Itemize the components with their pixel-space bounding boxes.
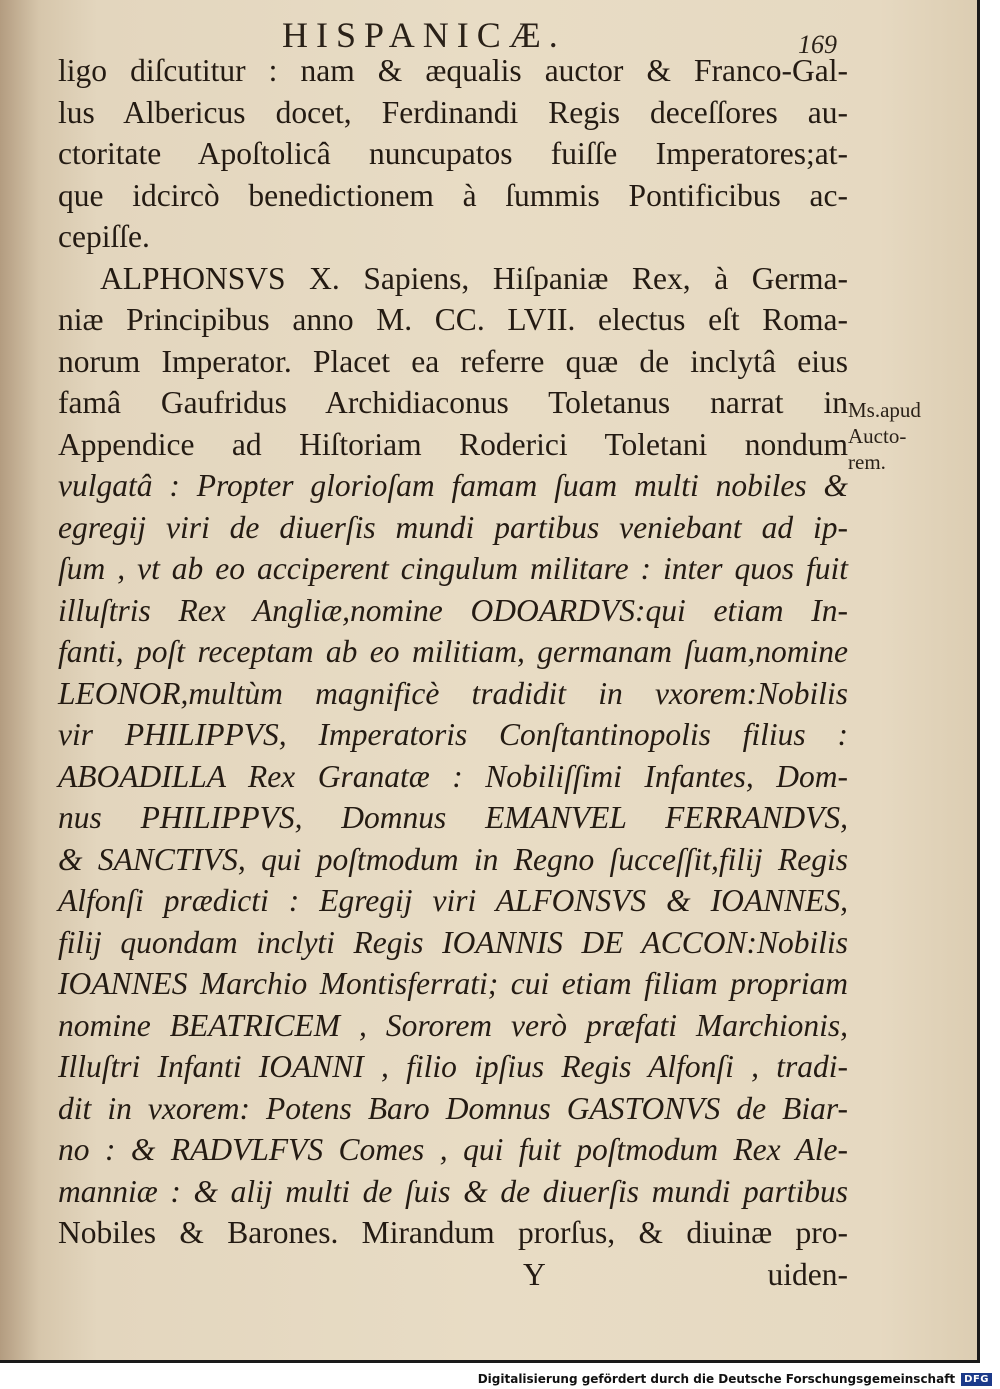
text-line: Appendice ad Hiſtoriam Roderici Toletani nondum bbox=[58, 426, 848, 462]
text-line: filij quondam inclyti Regis IOANNIS DE ACCON:Nobilis bbox=[58, 924, 848, 960]
text-line: Illuſtri Infanti IOANNI , filio ipſius Regis Alfonſi , tradi- bbox=[58, 1049, 848, 1084]
body-text bbox=[58, 50, 848, 1295]
margin-note-line: Aucto- bbox=[848, 424, 907, 448]
text-line: dit in vxorem: Potens Baro Domnus GASTONVS de Biar- bbox=[58, 1090, 848, 1126]
text-line: ctoritate Apoſtolicâ nuncupatos fuiſſe Imperatores;at- bbox=[58, 136, 848, 171]
text-line: manniæ : & alij multi de ſuis & de diuerſis mundi partibus bbox=[58, 1173, 848, 1209]
dfg-logo: DFG bbox=[961, 1373, 992, 1386]
text-line: ſum , vt ab eo acciperent cingulum militare : inter quos fuit bbox=[58, 551, 848, 586]
text-line: fanti, poſt receptam ab eo militiam, germanam ſuam,nomine bbox=[58, 634, 848, 669]
text-line: lus Albericus docet, Ferdinandi Regis deceſſores au- bbox=[58, 94, 848, 130]
text-line: vulgatâ : Propter glorioſam famam ſuam multi nobiles & bbox=[58, 468, 848, 503]
footer-text: Digitalisierung gefördert durch die Deutsche Forschungsgemeinschaft bbox=[477, 1372, 956, 1386]
text-line: no : & RADVLFVS Comes , qui fuit poſtmodum Rex Ale- bbox=[58, 1132, 848, 1167]
text-line: nomine BEATRICEM , Sororem verò præfati Marchionis, bbox=[58, 1007, 848, 1043]
text-line: egregij viri de diuerſis mundi partibus veniebant ad ip- bbox=[58, 509, 848, 545]
text-line: cepiſſe. bbox=[58, 219, 150, 254]
text-line: & SANCTIVS, qui poſtmodum in Regno ſucceſſit,filij Regis bbox=[58, 841, 848, 877]
running-head: HISPANICÆ. bbox=[282, 15, 566, 55]
text-line: LEONOR,multùm magnificè tradidit in vxorem:Nobilis bbox=[58, 675, 848, 711]
text-line: que idcircò benedictionem à ſummis Pontificibus ac- bbox=[58, 177, 848, 213]
text-line: Nobiles & Barones. Mirandum prorſus, & diuinæ pro- bbox=[58, 1215, 848, 1250]
text-line: niæ Principibus anno M. CC. LVII. electus eſt Roma- bbox=[58, 302, 848, 337]
page-number: 169 bbox=[798, 30, 837, 59]
margin-note-line: rem. bbox=[848, 450, 886, 474]
text-line: norum Imperator. Placet ea referre quæ de inclytâ eius bbox=[58, 343, 848, 379]
text-line: illuſtris Rex Angliæ,nomine ODOARDVS:qui etiam In- bbox=[58, 592, 848, 628]
footer bbox=[478, 1372, 992, 1386]
text-line: IOANNES Marchio Montisferrati; cui etiam filiam propriam bbox=[58, 966, 848, 1001]
text-line: ligo diſcutitur : nam & æqualis auctor & Franco-Gal- bbox=[58, 53, 848, 88]
text-line: nus PHILIPPVS, Domnus EMANVEL FERRANDVS, bbox=[58, 800, 848, 835]
margin-note-line: Ms.apud bbox=[848, 398, 921, 422]
text-line: vir PHILIPPVS, Imperatoris Conſtantinopolis filius : bbox=[58, 717, 848, 752]
margin-note bbox=[848, 397, 968, 475]
text-line: ALPHONSVS X. Sapiens, Hiſpaniæ Rex, à Germa- bbox=[100, 260, 848, 296]
text-line: Alfonſi prædicti : Egregij viri ALFONSVS & IOANNES, bbox=[58, 883, 848, 918]
text-line: ABOADILLA Rex Granatæ : Nobiliſſimi Infantes, Dom- bbox=[58, 758, 848, 794]
text-line: famâ Gaufridus Archidiaconus Toletanus narrat in bbox=[58, 385, 848, 420]
catchword-line: Y uiden- bbox=[523, 1256, 848, 1292]
